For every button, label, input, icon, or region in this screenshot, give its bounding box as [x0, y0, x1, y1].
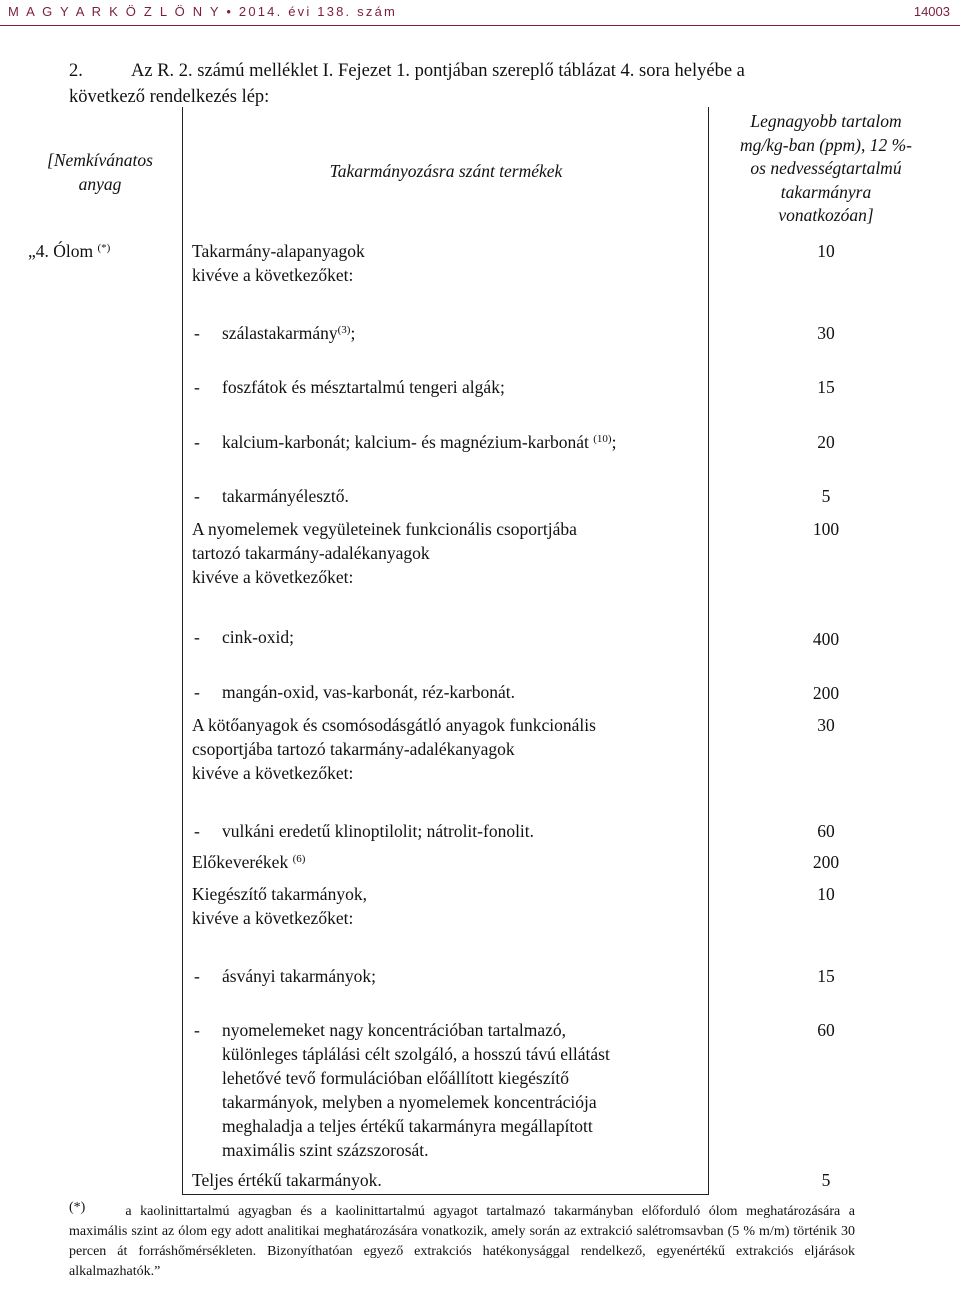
value-zinc-oxide: 400 — [812, 629, 840, 649]
value-roughage: 30 — [817, 323, 835, 343]
bullet: - — [194, 966, 200, 986]
row-roughage: szálastakarmány$^{(3)}$; — [222, 323, 356, 343]
row-calcium-carbonate: kalcium-karbonát; kalcium- és magnézium-karbonát $^{(10)}$; — [222, 432, 617, 452]
footnote-text: a kaolinittartalmú agyagban és a kaolinittartalmú agyagot tartalmazó takarmányban előforduló ólom meghatározására a maximális szint az ólom egy adott analitikai meghatározására vonatkozik, amely során az extrakció salétromsavban (5 % m/m) történik 30 percen át forráshőmérsékleten. Bizonyíthatóan egyező extrakciós hatékonysággal rendelkező, egyenértékű extrakciós eljárások alkalmazhatók.” — [69, 1204, 855, 1279]
value-trace-element-additives: 100 — [812, 519, 840, 539]
row-feed-yeast: takarmányélesztő. — [222, 486, 349, 506]
intro-line-1: Az R. 2. számú melléklet I. Fejezet 1. pontjában szereplő táblázat 4. sora helyébe a — [131, 61, 745, 81]
row-premixtures: Előkeverékek $^{(6)}$ — [192, 852, 306, 872]
row-trace-element-additives: A nyomelemek vegyületeinek funkcionális csoportjába tartozó takarmány-adalékanyagok kivéve a következőket: — [192, 519, 577, 587]
bullet: - — [194, 627, 200, 647]
footnote-mark: (*) — [69, 1200, 86, 1215]
page-number: 14003 — [913, 4, 950, 19]
row-clinoptilolite: vulkáni eredetű klinoptilolit; nátrolit-fonolit. — [222, 821, 535, 841]
value-phosphates: 15 — [817, 377, 835, 397]
row-complete-feed: Teljes értékű takarmányok. — [192, 1170, 382, 1190]
row-zinc-oxide: cink-oxid; — [222, 627, 294, 647]
value-premixtures: 200 — [812, 852, 840, 872]
value-feed-materials: 10 — [817, 241, 835, 261]
value-complete-feed: 5 — [821, 1170, 831, 1190]
row-binders: A kötőanyagok és csomósodásgátló anyagok funkcionális csoportjába tartozó takarmány-adalékanyagok kivéve a következőket: — [192, 715, 596, 783]
bullet: - — [194, 1020, 200, 1040]
bullet: - — [194, 682, 200, 702]
col-header-substance: [Nemkívánatos anyag — [47, 150, 153, 194]
journal-title: M A G Y A R K Ö Z L Ö N Y • 2014. évi 138. szám — [8, 4, 398, 19]
value-mineral-feed: 15 — [817, 966, 835, 986]
value-complementary-feed: 10 — [817, 884, 835, 904]
intro-line-2: következő rendelkezés lép: — [69, 87, 270, 107]
value-clinoptilolite: 60 — [817, 821, 835, 841]
value-manganese-oxide: 200 — [812, 683, 840, 703]
row-feed-materials: Takarmány-alapanyagok kivéve a következőket: — [192, 241, 365, 285]
row-complementary-feed: Kiegészítő takarmányok, kivéve a következőket: — [192, 884, 367, 928]
row-manganese-oxide: mangán-oxid, vas-karbonát, réz-karbonát. — [222, 682, 516, 702]
substance-label: „4. Ólom (*) — [28, 241, 111, 261]
value-binders: 30 — [817, 715, 835, 735]
value-calcium-carbonate: 20 — [817, 432, 835, 452]
row-trace-element-supplements: nyomelemeket nagy koncentrációban tartalmazó, különleges táplálási célt szolgáló, a hosszú távú ellátást lehetővé tevő formulációban előállított kiegészítő takarmányok, melyben a nyomelemek koncentrációja meghaladja a teljes értékű takarmányra megállapított maximális szint százszorosát. — [222, 1020, 610, 1160]
value-trace-element-supplements: 60 — [817, 1020, 835, 1040]
table-divider-1 — [182, 107, 183, 1195]
intro-paragraph — [69, 58, 869, 110]
table-divider-2 — [708, 107, 709, 1195]
col-header-products: Takarmányozásra szánt termékek — [329, 161, 563, 181]
header-divider — [0, 25, 960, 26]
table-bottom-rule — [182, 1194, 709, 1195]
col-header-max-content: Legnagyobb tartalom mg/kg-ban (ppm), 12 %- os nedvességtartalmú takarmányra vonatkozóan] — [739, 111, 913, 225]
bullet: - — [194, 432, 200, 452]
bullet: - — [194, 377, 200, 397]
bullet: - — [194, 323, 200, 343]
bullet: - — [194, 821, 200, 841]
footnote — [69, 1202, 855, 1282]
row-mineral-feed: ásványi takarmányok; — [222, 966, 377, 986]
paragraph-number: 2. — [69, 61, 83, 81]
bullet: - — [194, 486, 200, 506]
row-phosphates: foszfátok és mésztartalmú tengeri algák; — [222, 377, 505, 397]
value-feed-yeast: 5 — [821, 486, 831, 506]
